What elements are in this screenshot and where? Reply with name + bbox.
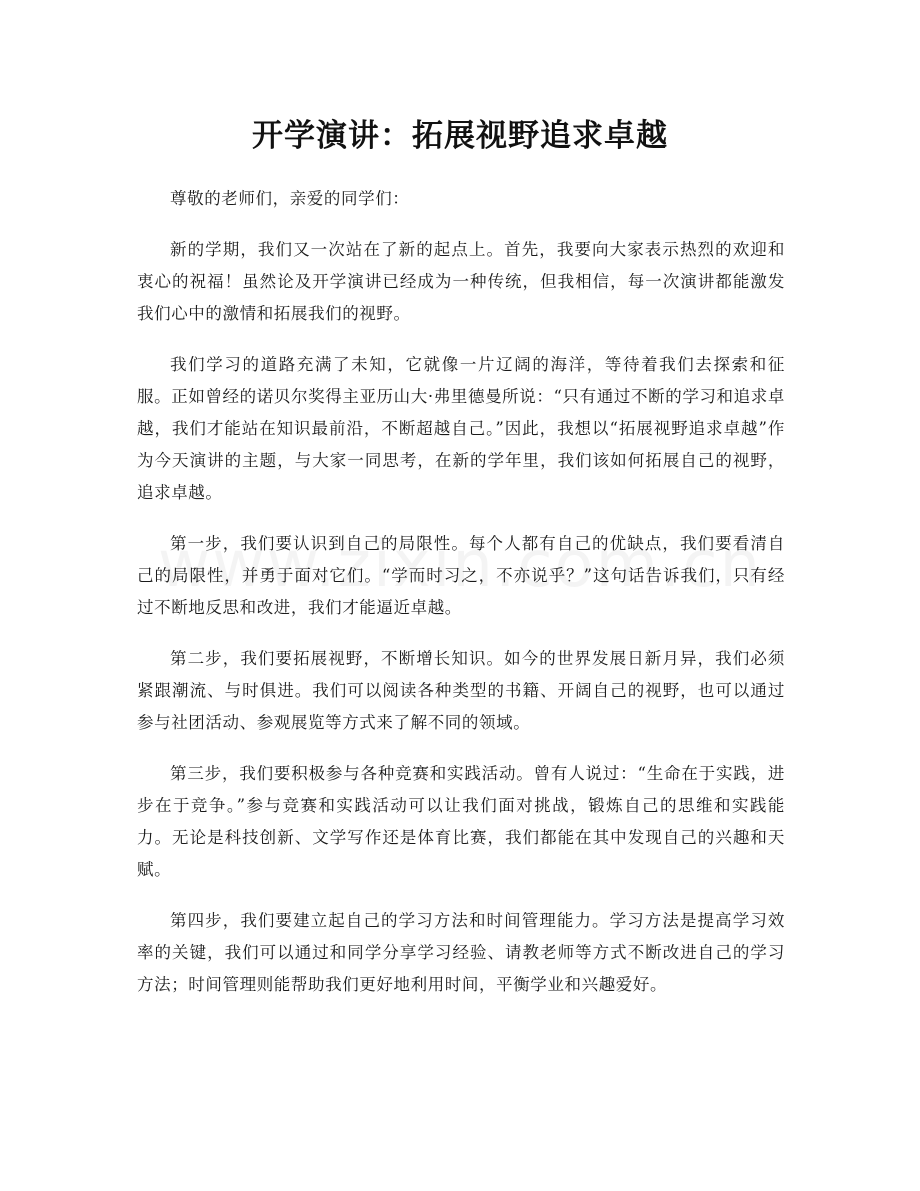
body-paragraph: 第一步，我们要认识到自己的局限性。每个人都有自己的优缺点，我们要看清自己的局限性，并勇于面对它们。“学而时习之，不亦说乎？”这句话告诉我们，只有经过不断地反思和改进，我们才能逼近卓越。 (137, 534, 785, 617)
body-paragraph: 第二步，我们要拓展视野，不断增长知识。如今的世界发展日新月异，我们必须紧跟潮流、与时俱进。我们可以阅读各种类型的书籍、开阔自己的视野，也可以通过参与社团活动、参观展览等方式来了解不同的领域。 (137, 649, 785, 732)
body-paragraph: 第三步，我们要积极参与各种竞赛和实践活动。曾有人说过：“生命在于实践，进步在于竞争。”参与竞赛和实践活动可以让我们面对挑战，锻炼自己的思维和实践能力。无论是科技创新、文学写作还是体育比赛，我们都能在其中发现自己的兴趣和天赋。 (137, 764, 785, 879)
body-paragraph: 第四步，我们要建立起自己的学习方法和时间管理能力。学习方法是提高学习效率的关键，我们可以通过和同学分享学习经验、请教老师等方式不断改进自己的学习方法；时间管理则能帮助我们更好地利用时间，平衡学业和兴趣爱好。 (137, 911, 785, 994)
document-title: 开学演讲：拓展视野追求卓越 (252, 118, 668, 154)
salutation-paragraph: 尊敬的老师们，亲爱的同学们： (170, 189, 410, 208)
body-paragraph: 新的学期，我们又一次站在了新的起点上。首先，我要向大家表示热烈的欢迎和衷心的祝福！虽然论及开学演讲已经成为一种传统，但我相信，每一次演讲都能激发我们心中的激情和拓展我们的视野。 (137, 240, 785, 323)
body-paragraph: 我们学习的道路充满了未知，它就像一片辽阔的海洋，等待着我们去探索和征服。正如曾经的诺贝尔奖得主亚历山大·弗里德曼所说：“只有通过不断的学习和追求卓越，我们才能站在知识最前沿，不断超越自己。”因此，我想以“拓展视野追求卓越”作为今天演讲的主题，与大家一同思考，在新的学年里，我们该如何拓展自己的视野，追求卓越。 (137, 355, 785, 502)
document-body (137, 183, 785, 1020)
